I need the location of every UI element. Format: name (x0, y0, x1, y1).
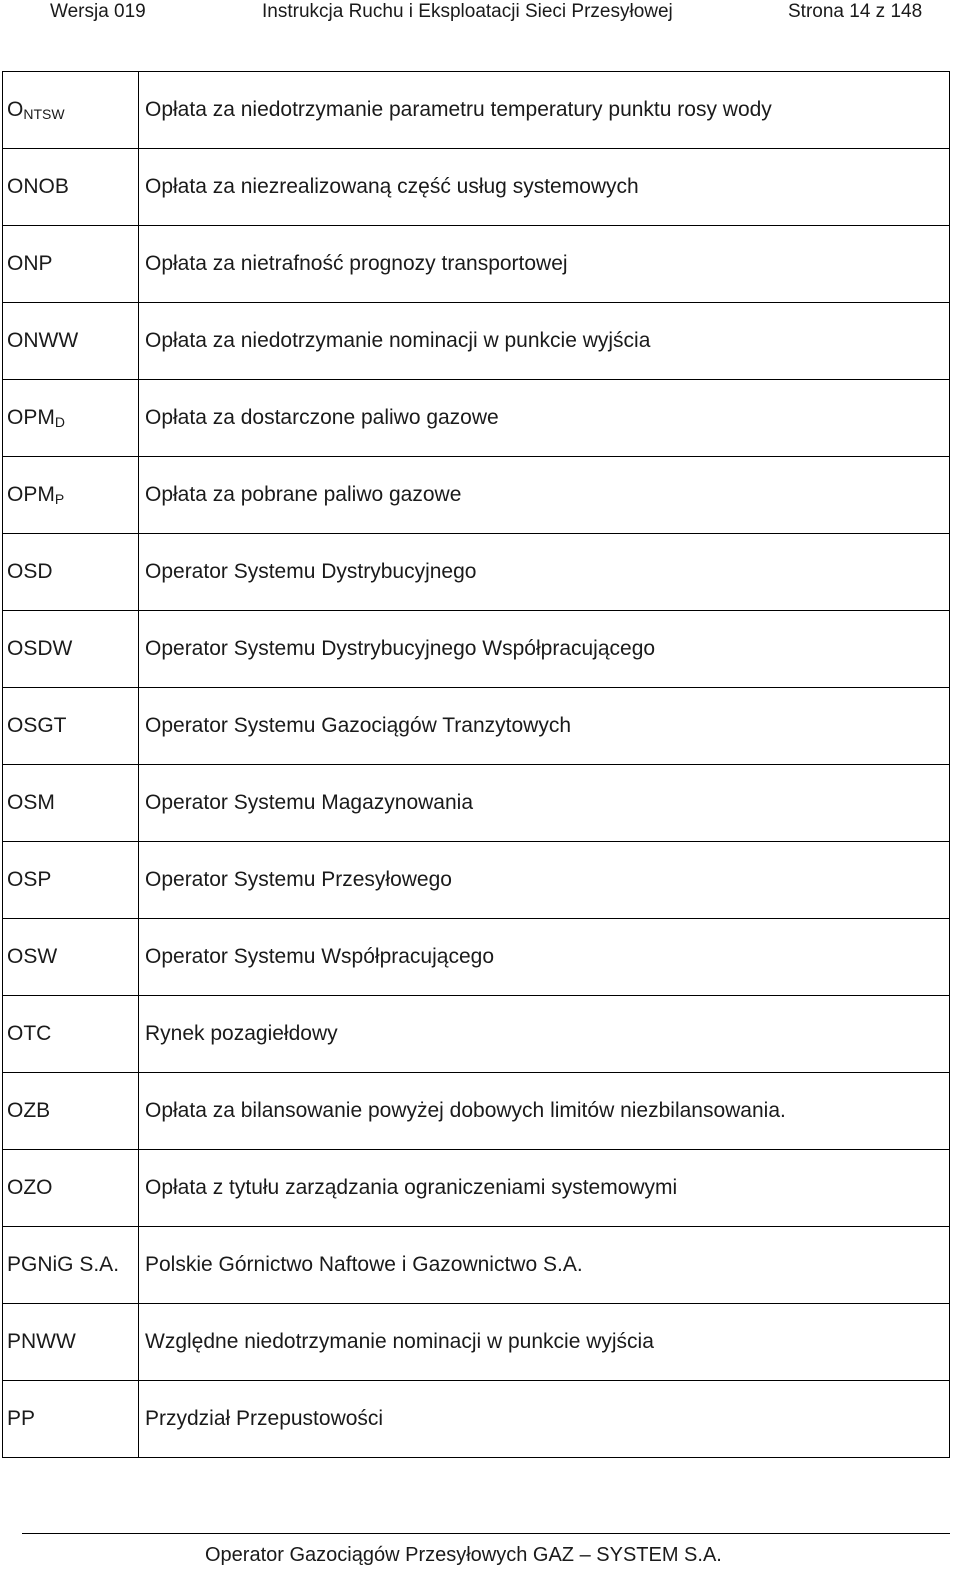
definition-cell: Operator Systemu Współpracującego (139, 919, 950, 996)
abbreviation-cell (3, 1150, 139, 1227)
table-row (3, 1381, 950, 1458)
abbreviation-text: OTC (7, 1022, 52, 1045)
abbreviation-cell (3, 149, 139, 226)
abbreviation-cell (3, 1304, 139, 1381)
definition-cell: Opłata za dostarczone paliwo gazowe (139, 380, 950, 457)
abbreviations-table-body (3, 72, 950, 1458)
definition-cell: Rynek pozagiełdowy (139, 996, 950, 1073)
table-row (3, 996, 950, 1073)
table-row (3, 1227, 950, 1304)
abbreviation-text: OZB (7, 1099, 51, 1122)
table-row (3, 380, 950, 457)
document-version: Wersja 019 (50, 1, 146, 22)
abbreviation-text: PGNiG S.A. (7, 1253, 120, 1276)
definition-cell: Przydział Przepustowości (139, 1381, 950, 1458)
abbreviation-cell (3, 919, 139, 996)
abbreviation-cell (3, 1381, 139, 1458)
table-row (3, 919, 950, 996)
definition-cell: Operator Systemu Dystrybucyjnego (139, 534, 950, 611)
definition-cell: Względne niedotrzymanie nominacji w punkcie wyjścia (139, 1304, 950, 1381)
footer-company: Operator Gazociągów Przesyłowych GAZ – SYSTEM S.A. (205, 1544, 722, 1566)
definition-cell: Operator Systemu Magazynowania (139, 765, 950, 842)
abbreviation-cell (3, 842, 139, 919)
abbreviation-text: ONOB (7, 175, 69, 198)
definition-cell: Opłata za niedotrzymanie nominacji w punkcie wyjścia (139, 303, 950, 380)
abbreviation-cell (3, 457, 139, 534)
abbreviation-text: OSD (7, 560, 53, 583)
abbreviation-cell (3, 1227, 139, 1304)
definition-cell: Operator Systemu Przesyłowego (139, 842, 950, 919)
table-row (3, 688, 950, 765)
abbreviation-cell (3, 303, 139, 380)
abbreviation-cell (3, 226, 139, 303)
abbreviation-subscript: D (54, 414, 65, 430)
abbreviation-cell (3, 72, 139, 149)
definition-cell: Opłata za bilansowanie powyżej dobowych limitów niezbilansowania. (139, 1073, 950, 1150)
abbreviation-cell (3, 996, 139, 1073)
abbreviation-cell (3, 611, 139, 688)
table-row (3, 534, 950, 611)
footer-divider (22, 1533, 950, 1534)
abbreviation-text: OSP (7, 868, 52, 891)
abbreviation-cell (3, 688, 139, 765)
abbreviation-subscript: P (54, 491, 65, 507)
abbreviation-text: OSW (7, 945, 58, 968)
abbreviation-text: OPM (7, 406, 55, 429)
table-row (3, 303, 950, 380)
abbreviation-text: ONP (7, 252, 53, 275)
table-row (3, 457, 950, 534)
abbreviation-text: OPM (7, 483, 55, 506)
abbreviation-cell (3, 380, 139, 457)
abbreviation-text: PNWW (7, 1330, 76, 1353)
definition-cell: Opłata za niezrealizowaną część usług systemowych (139, 149, 950, 226)
table-row (3, 149, 950, 226)
table-row (3, 1304, 950, 1381)
table-row (3, 72, 950, 149)
page-number: Strona 14 z 148 (788, 1, 923, 22)
abbreviation-cell (3, 534, 139, 611)
table-row (3, 765, 950, 842)
page-header (0, 0, 960, 24)
table-row (3, 842, 950, 919)
table-row (3, 1150, 950, 1227)
abbreviation-text: OSDW (7, 637, 73, 660)
definition-cell: Opłata za pobrane paliwo gazowe (139, 457, 950, 534)
table-row (3, 1073, 950, 1150)
definition-cell: Operator Systemu Gazociągów Tranzytowych (139, 688, 950, 765)
abbreviation-text: OZO (7, 1176, 53, 1199)
document-title: Instrukcja Ruchu i Eksploatacji Sieci Przesyłowej (262, 1, 673, 22)
abbreviation-text: OSM (7, 791, 55, 814)
abbreviation-text: ONWW (7, 329, 79, 352)
definition-cell: Operator Systemu Dystrybucyjnego Współpracującego (139, 611, 950, 688)
table-row (3, 226, 950, 303)
abbreviation-cell (3, 765, 139, 842)
abbreviations-table (2, 71, 950, 1458)
table-row (3, 611, 950, 688)
abbreviation-text: OSGT (7, 714, 67, 737)
abbreviation-subscript: NTSW (23, 106, 65, 122)
abbreviation-cell (3, 1073, 139, 1150)
definition-cell: Opłata za nietrafność prognozy transportowej (139, 226, 950, 303)
definition-cell: Polskie Górnictwo Naftowe i Gazownictwo S.A. (139, 1227, 950, 1304)
definition-cell: Opłata za niedotrzymanie parametru temperatury punktu rosy wody (139, 72, 950, 149)
abbreviation-text: O (7, 98, 24, 121)
abbreviation-text: PP (7, 1407, 36, 1430)
definition-cell: Opłata z tytułu zarządzania ograniczeniami systemowymi (139, 1150, 950, 1227)
